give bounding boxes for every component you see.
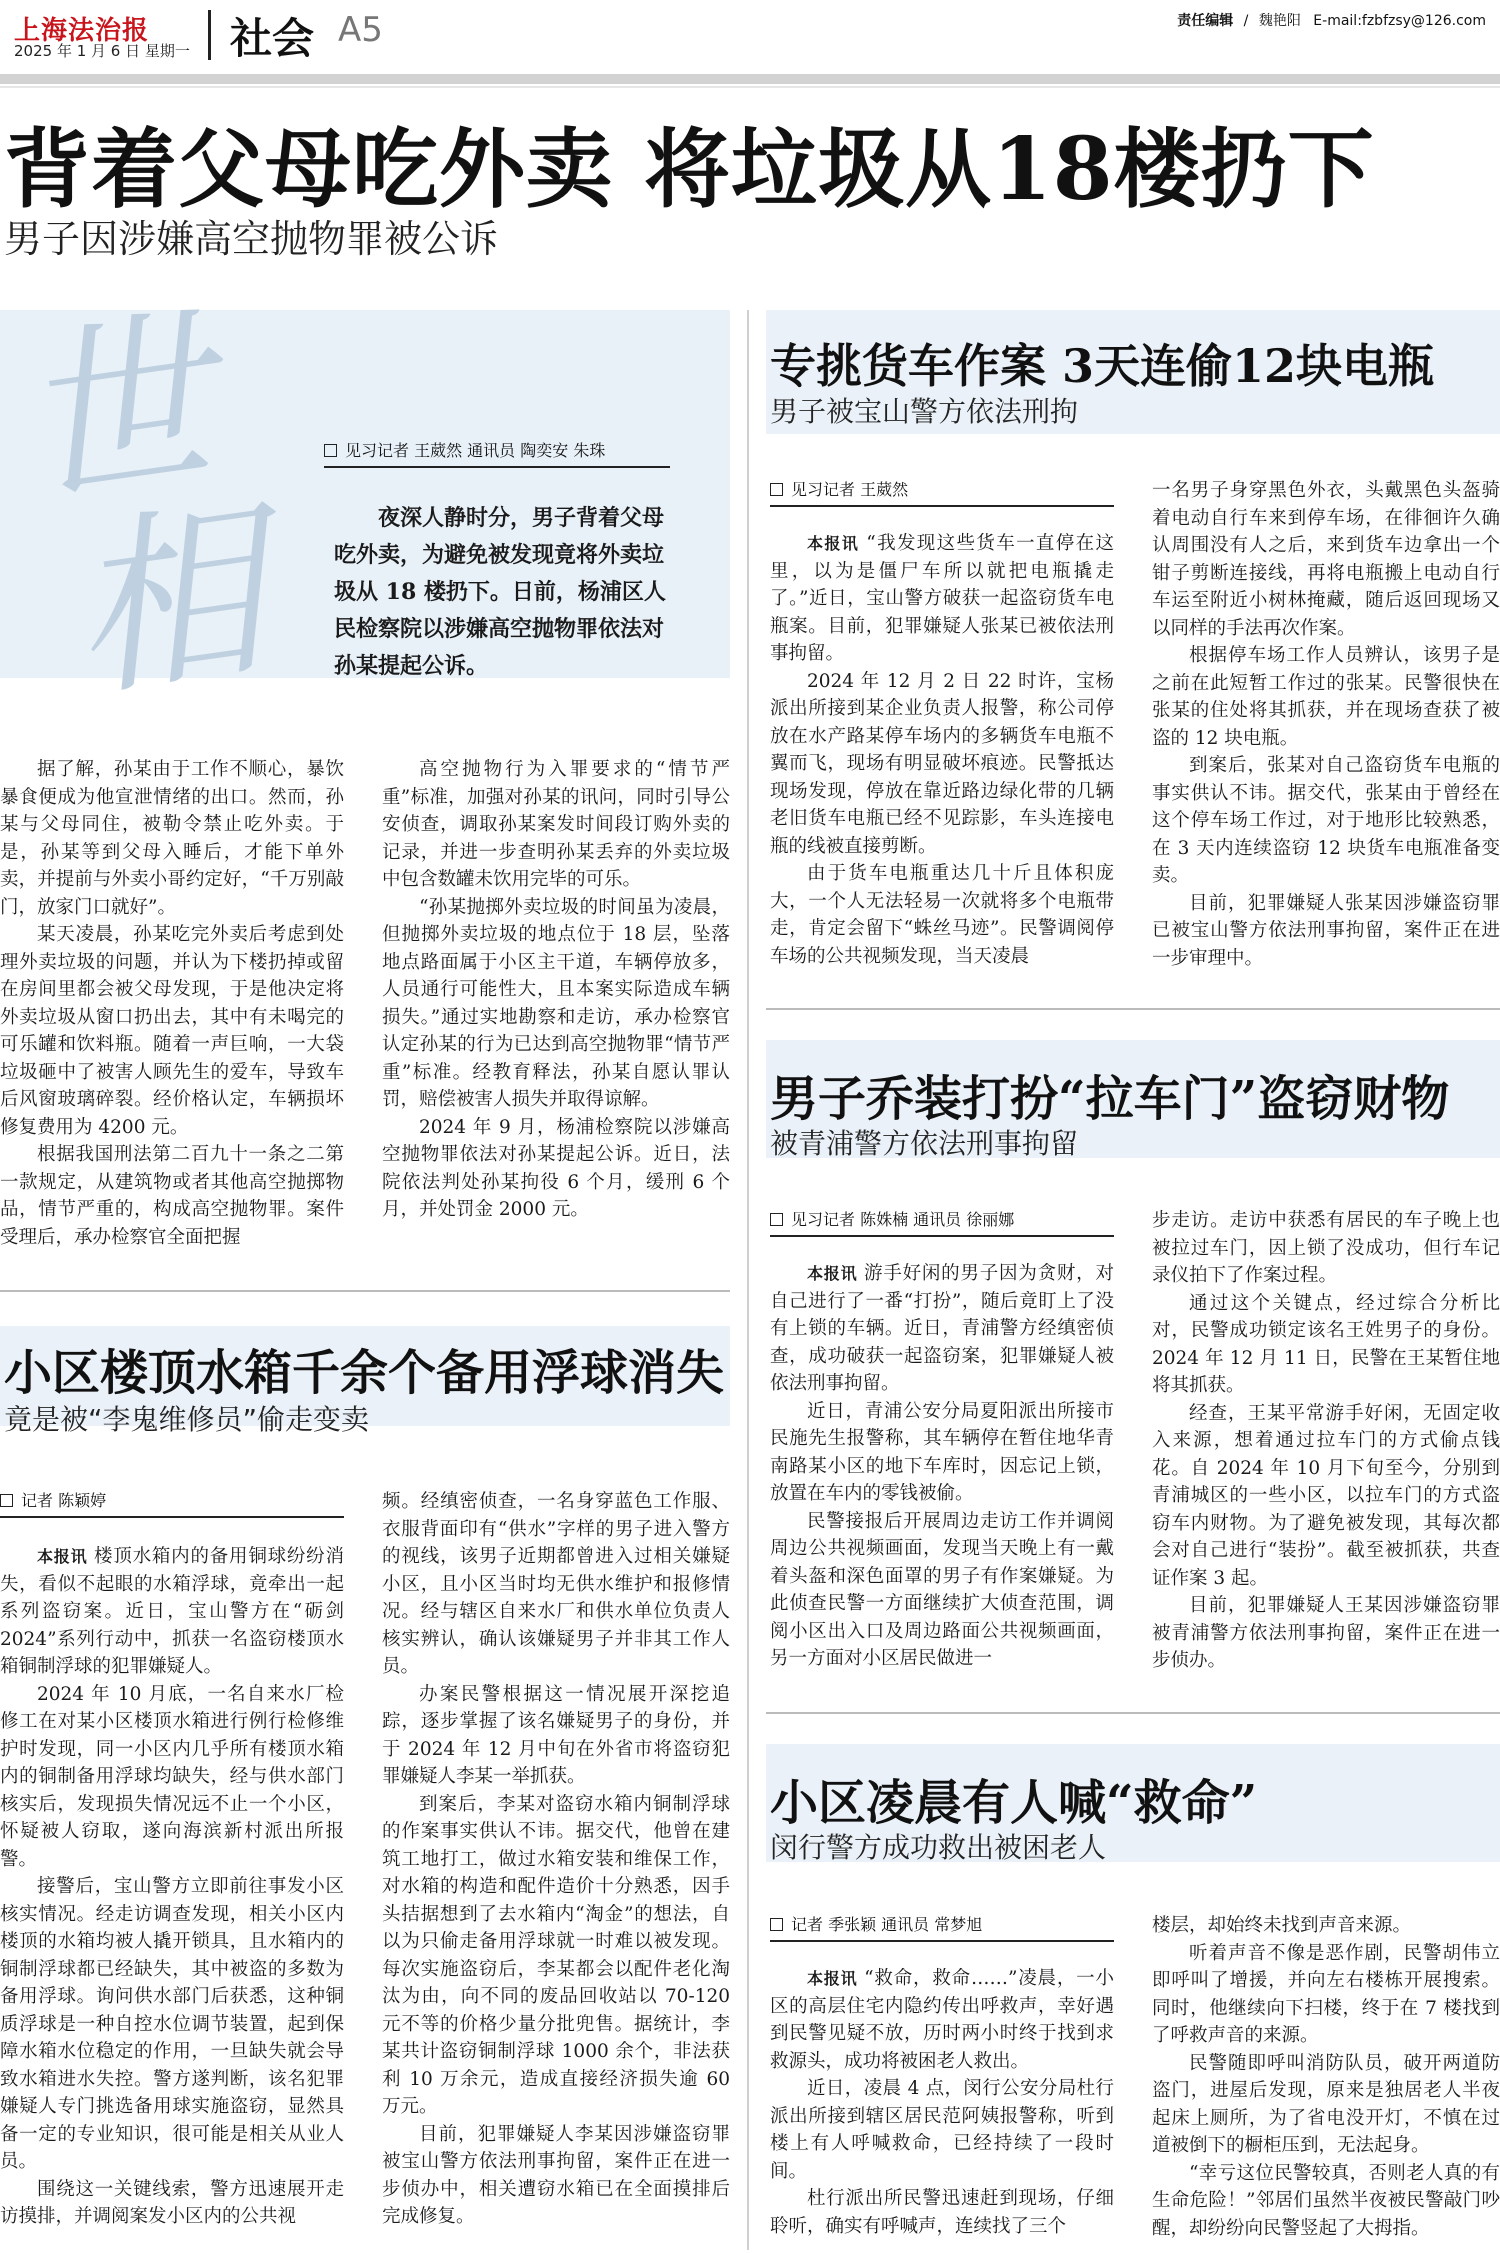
paragraph: “孙某抛掷外卖垃圾的时间虽为凌晨，但抛掷外卖垃圾的地点位于 18 层，坠落地点路面属于小区主干道，车辆停放多，人员通行可能性大，且本案实际造成车辆损失。”通过实地勘察和走访，承办检察官认定孙某的行为已达到高空抛物罪“情节严重”标准。经教育释法，孙某自愿认罪认罚，赔偿被害人损失并取得谅解。 [382,896,730,1110]
lead-summary: 夜深人静时分，男子背着父母吃外卖，为避免被发现竟将外卖垃圾从 18 楼扔下。日前，杨浦区人民检察院以涉嫌高空抛物罪依法对孙某提起公诉。 [334,505,666,679]
header-bar [0,74,1500,84]
paragraph: 步走访。走访中获悉有居民的车子晚上也被拉过车门，因上锁了没成功，但行车记录仪拍下了作案过程。 [1152,1210,1500,1286]
article2-byline: 记者 陈颖婷 [0,1488,106,1511]
article3-column-2 [1152,477,1500,972]
paragraph: 到案后，张某对自己盗窃货车电瓶的事实供认不讳。据交代，张某由于曾经在这个停车场工作过，对于地形比较熟悉，在 3 天内连续盗窃 12 块货车电瓶准备变卖。 [1152,755,1500,886]
section-name: 社会 [230,14,315,63]
header-rule [0,86,1500,88]
article4-headline: 男子乔装打扮“拉车门”盗窃财物 [770,1071,1450,1127]
paragraph: 某天凌晨，孙某吃完外卖后考虑到处理外卖垃圾的问题，并认为下楼扔掉或留在房间里都会被父母发现，于是他决定将外卖垃圾从窗口扔出去，其中有未喝完的可乐罐和饮料瓶。随着一声巨响，一大袋垃圾砸中了被害人顾先生的爱车，导致车后风窗玻璃碎裂。经价格认定，车辆损坏修复费用为 4200 元。 [0,924,344,1138]
editor-email[interactable]: E-mail:fzbfzsy@126.com [1313,13,1486,29]
column-art-char-2: 相 [57,479,277,725]
paragraph: 本报讯 “我发现这些货车一直停在这里，以为是僵尸车所以就把电瓶撬走了。”近日，宝山警方破获一起盗窃货车电瓶案。目前，犯罪嫌疑人张某已被依法刑事拘留。 [770,533,1114,664]
lead-column-2 [382,756,730,1224]
paragraph: 接警后，宝山警方立即前往事发小区核实情况。经走访调查发现，相关小区内楼顶的水箱均被人撬开锁具，且水箱内的铜制浮球都已经缺失，其中被盗的多数为备用浮球。询问供水部门后获悉，这种铜质浮球是一种自控水位调节装置，起到保障水箱水位稳定的作用，一旦缺失就会导致水箱进水失控。警方遂判断，该名犯罪嫌疑人专门挑选备用球实施盗窃，显然具备一定的专业知识，很可能是相关从业人员。 [0,1876,344,2172]
article2-subheadline: 竟是被“李鬼维修员”偷走变卖 [4,1403,370,1436]
publication-date: 2025 年 1 月 6 日 星期一 [14,42,190,60]
article3-byline-rule [770,505,1114,507]
paragraph: “幸亏这位民警较真，否则老人真的有生命危险！”邻居们虽然半夜被民警敲门吵醒，却纷纷向民警竖起了大拇指。 [1152,2162,1500,2239]
article2-byline-rule [0,1516,344,1518]
paragraph: 由于货车电瓶重达几十斤且体积庞大，一个人无法轻易一次就将多个电瓶带走，肯定会留下“蛛丝马迹”。民警调阅停车场的公共视频发现，当天凌晨 [770,863,1114,967]
paragraph: 近日，青浦公安分局夏阳派出所接市民施先生报警称，其车辆停在暂住地华青南路某小区的地下车库时，因忘记上锁，放置在车内的零钱被偷。 [770,1400,1114,1504]
lead-column-1 [0,756,344,1251]
article3-byline: 见习记者 王葳然 [770,477,908,500]
paragraph: 本报讯 游手好闲的男子因为贪财，对自己进行了一番“打扮”，随后竟盯上了没有上锁的车辆。近日，青浦警方经缜密侦查，成功破获一起盗窃案，犯罪嫌疑人被依法刑事拘留。 [770,1263,1114,1394]
paragraph: 根据停车场工作人员辨认，该男子是之前在此短暂工作过的张某。民警很快在张某的住处将其抓获，并在现场查获了被盗的 12 块电瓶。 [1152,645,1500,749]
paragraph: 楼层，却始终未找到声音来源。 [1152,1915,1412,1936]
paragraph: 经查，王某平常游手好闲，无固定收入来源，想着通过拉车门的方式偷点钱花。自 2024 年 10 月下旬至今，分别到青浦城区的一些小区，以拉车门的方式盗窃车内财物。为了避免被发现，其每次都会对自己进行“装扮”。截至被抓获，共查证作案 3 起。 [1152,1402,1500,1589]
paragraph: 据了解，孙某由于工作不顺心，暴饮暴食便成为他宣泄情绪的出口。然而，孙某与父母同住，被勒令禁止吃外卖。于是，孙某等到父母入睡后，才能下单外卖，并提前与外卖小哥约定好，“千万别敲门，放家门口就好”。 [0,759,344,918]
article4-column-2 [1152,1207,1500,1675]
paragraph: 近日，凌晨 4 点，闵行公安分局杜行派出所接到辖区居民范阿姨报警称，听到楼上有人呼喊救命，已经持续了一段时间。 [770,2078,1114,2182]
article5-subheadline: 闵行警方成功救出被困老人 [770,1831,1107,1864]
paragraph: 民警随即呼叫消防队员，破开两道防盗门，进屋后发现，原来是独居老人半夜起床上厕所，为了省电没开灯，不慎在过道被倒下的橱柜压到，无法起身。 [1152,2052,1500,2156]
article2-column-2 [382,1488,730,2231]
paragraph: 目前，犯罪嫌疑人张某因涉嫌盗窃罪已被宝山警方依法刑事拘留，案件正在进一步审理中。 [1152,892,1500,969]
byline-box-icon [324,444,337,457]
paragraph: 目前，犯罪嫌疑人王某因涉嫌盗窃罪被青浦警方依法刑事拘留，案件正在进一步侦办。 [1152,1595,1500,1671]
paragraph: 民警接报后开展周边走访工作并调阅周边公共视频画面，发现当天晚上有一戴着头盔和深色面罩的男子有作案嫌疑。为此侦查民警一方面继续扩大侦查范围，调阅小区出入口及周边路面公共视频画面，另一方面对小区居民做进一 [770,1510,1114,1669]
paragraph: 频。经缜密侦查，一名身穿蓝色工作服、衣服背面印有“供水”字样的男子进入警方的视线，该男子近期都曾进入过相关嫌疑小区，且小区当时均无供水维护和报修情况。经与辖区自来水厂和供水单位负责人核实辨认，确认该嫌疑男子并非其工作人员。 [382,1491,730,1677]
article5-byline-rule [770,1940,1114,1942]
article2-column-1 [0,1543,344,2231]
paragraph: 目前，犯罪嫌疑人李某因涉嫌盗窃罪被宝山警方依法刑事拘留，案件正在进一步侦办中，相关遭窃水箱已在全面摸排后完成修复。 [382,2123,730,2227]
paragraph: 根据我国刑法第二百九十一条之二第一款规定，从建筑物或者其他高空抛掷物品，情节严重的，构成高空抛物罪。案件受理后，承办检察官全面把握 [0,1144,344,1248]
paragraph: 2024 年 10 月底，一名自来水厂检修工在对某小区楼顶水箱进行例行检修维护时发现，同一小区内几乎所有楼顶水箱内的铜制备用浮球均缺失，经与供水部门核实后，发现损失情况远不止一个小区，怀疑被人窃取，遂向海滨新村派出所报警。 [0,1683,344,1870]
article-separator [0,1290,730,1292]
article5-column-2 [1152,1912,1500,2242]
byline-box-icon [770,1213,783,1226]
editor-label: 责任编辑 [1177,13,1234,29]
article3-column-1 [770,530,1114,970]
article-separator [766,1712,1500,1714]
byline-box-icon [770,1918,783,1931]
article-separator [766,1008,1500,1010]
paragraph: 一名男子身穿黑色外衣，头戴黑色头盔骑着电动自行车来到停车场，在徘徊许久确认周围没有人之后，来到货车边拿出一个钳子剪断连接线，再将电瓶搬上电动自行车运至附近小树林掩藏，随后返回现场又以同样的手法再次作案。 [1152,480,1500,639]
article4-byline-rule [770,1235,1114,1237]
editor-credit: 责任编辑 / 魏艳阳 E-mail:fzbfzsy@126.com [1177,13,1486,29]
column-divider [747,310,749,2250]
paragraph: 到案后，李某对盗窃水箱内铜制浮球的作案事实供认不讳。据交代，他曾在建筑工地打工，做过水箱安装和维保工作，对水箱的构造和配件造价十分熟悉，因手头拮据想到了去水箱内“淘金”的想法，自以为只偷走备用浮球就一时难以被发现。每次实施盗窃后，李某都会以配件老化淘汰为由，向不同的废品回收站以 70-120 元不等的价格少量分批兜售。据统计，李某共计盗窃铜制浮球 1000 余个，非法获利 10 万余元，造成直接经济损失逾 60 万元。 [382,1793,730,2117]
masthead-divider [208,10,211,60]
article4-subheadline: 被青浦警方依法刑事拘留 [770,1127,1079,1160]
lead-headline: 背着父母吃外卖 将垃圾从18楼扔下 [4,119,1375,220]
article4-column-1 [770,1260,1114,1673]
paragraph: 2024 年 9 月，杨浦检察院以涉嫌高空抛物罪依法对孙某提起公诉。近日，法院依法判处孙某拘役 6 个月，缓刑 6 个月，并处罚金 2000 元。 [382,1116,730,1220]
paragraph: 2024 年 12 月 2 日 22 时许，宝杨派出所接到某企业负责人报警，称公司停放在水产路某停车场内的多辆货车电瓶不翼而飞，现场有明显破坏痕迹。民警抵达现场发现，停放在靠近路边绿化带的几辆老旧货车电瓶已经不见踪影，车头连接电瓶的线被直接剪断。 [770,670,1114,857]
lead-subheadline: 男子因涉嫌高空抛物罪被公诉 [4,217,499,261]
lead-byline-rule [324,466,670,468]
paragraph: 通过这个关键点，经过综合分析比对，民警成功锁定该名王姓男子的身份。2024 年 12 月 11 日，民警在王某暂住地将其抓获。 [1152,1292,1500,1396]
newspaper-logo: 上海法治报 [14,16,150,46]
article5-column-1 [770,1965,1114,2240]
lead-byline: 见习记者 王葳然 通讯员 陶奕安 朱珠 [324,438,605,461]
editor-name: 魏艳阳 [1258,13,1301,29]
paragraph: 杜行派出所民警迅速赶到现场，仔细聆听，确实有呼喊声，连续找了三个 [770,2188,1114,2237]
paragraph: 高空抛物行为入罪要求的“情节严重”标准，加强对孙某的讯问，同时引导公安侦查，调取孙某案发时间段订购外卖的记录，并进一步查明孙某丢弃的外卖垃圾中包含数罐未饮用完毕的可乐。 [382,759,730,890]
page-number: A5 [338,10,383,50]
paragraph: 本报讯 “救命，救命……”凌晨，一小区的高层住宅内隐约传出呼救声，幸好遇到民警见疑不放，历时两小时终于找到求救源头，成功将被困老人救出。 [770,1968,1114,2072]
article4-byline: 见习记者 陈姝楠 通讯员 徐丽娜 [770,1207,1014,1230]
article5-headline: 小区凌晨有人喊“救命” [770,1775,1258,1831]
article3-subheadline: 男子被宝山警方依法刑拘 [770,395,1079,428]
paragraph: 本报讯 楼顶水箱内的备用铜球纷纷消失，看似不起眼的水箱浮球，竟牵出一起系列盗窃案。近日，宝山警方在“砺剑 2024”系列行动中，抓获一名盗窃楼顶水箱铜制浮球的犯罪嫌疑人。 [0,1546,344,1677]
column-art-char-1: 世 [5,287,225,533]
article2-headline: 小区楼顶水箱千余个备用浮球消失 [4,1345,725,1401]
paragraph: 办案民警根据这一情况展开深挖追踪，逐步掌握了该名嫌疑男子的身份，并于 2024 年 12 月中旬在外省市将盗窃犯罪嫌疑人李某一举抓获。 [382,1683,730,1787]
byline-box-icon [770,483,783,496]
article5-byline: 记者 季张颖 通讯员 常梦旭 [770,1912,982,1935]
paragraph: 听着声音不像是恶作剧，民警胡伟立即呼叫了增援，并向左右楼栋开展搜索。同时，他继续向下扫楼，终于在 7 楼找到了呼救声音的来源。 [1152,1942,1500,2046]
paragraph: 围绕这一关键线索，警方迅速展开走访摸排，并调阅案发小区内的公共视 [0,2178,344,2227]
article3-headline: 专挑货车作案 3天连偷12块电瓶 [770,339,1435,393]
byline-box-icon [0,1494,13,1507]
